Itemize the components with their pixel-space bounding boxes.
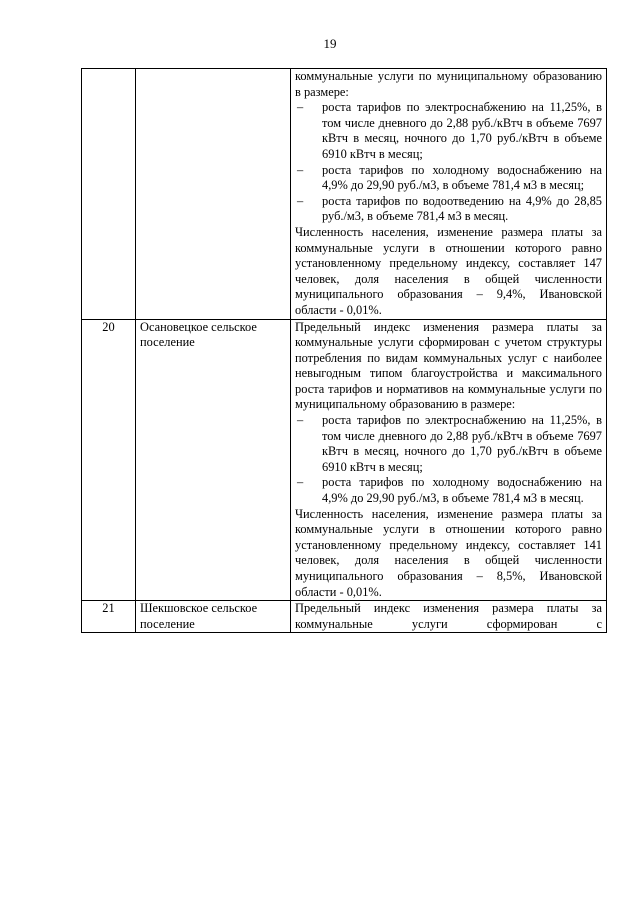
settlement-name: Шекшовское сельское поселение: [136, 601, 291, 633]
list-item-text: роста тарифов по электроснабжению на 11,25%, в том числе дневного до 2,88 руб./кВтч в объеме 7697 кВтч в месяц, ночного до 1,70 руб./кВтч в объеме 6910 кВтч в месяц;: [322, 100, 602, 161]
description-intro: коммунальные услуги по муниципальному образованию в размере:: [295, 69, 602, 99]
list-item: [295, 100, 602, 162]
tariff-table: [81, 68, 607, 633]
dash-marker: –: [297, 193, 304, 208]
dash-marker: –: [297, 475, 304, 490]
description-population: Численность населения, изменение размера платы за коммунальные услуги в отношении которого равно установленному предельному индексу, составляет 141 человек, доля населения в общей численности муниципального образования – 8,5%, Ивановской области - 0,01%.: [295, 506, 602, 599]
list-item-text: роста тарифов по холодному водоснабжению на 4,9% до 29,90 руб./м3, в объеме 781,4 м3 в месяц;: [322, 162, 602, 193]
row-number: 20: [82, 319, 136, 601]
settlement-name: [136, 69, 291, 320]
table-row: [82, 69, 607, 320]
row-description: [291, 319, 607, 601]
list-item: [295, 194, 602, 225]
settlement-name: Осановецкое сельское поселение: [136, 319, 291, 601]
dash-marker: –: [297, 162, 304, 177]
description-population: Численность населения, изменение размера платы за коммунальные услуги в отношении которого равно установленному предельному индексу, составляет 147 человек, доля населения в общей численности муниципального образования – 9,4%, Ивановской области - 0,01%.: [295, 224, 602, 317]
list-item: [295, 163, 602, 194]
list-item: [295, 413, 602, 475]
tariff-list: [295, 100, 602, 225]
table-row: [82, 319, 607, 601]
list-item-text: роста тарифов по холодному водоснабжению на 4,9% до 29,90 руб./м3, в объеме 781,4 м3 в месяц.: [322, 475, 602, 506]
row-description: [291, 69, 607, 320]
list-item-text: роста тарифов по водоотведению на 4,9% до 28,85 руб./м3, в объеме 781,4 м3 в месяц.: [322, 193, 602, 224]
table-row: [82, 601, 607, 633]
page-number: 19: [323, 36, 337, 51]
row-number: [82, 69, 136, 320]
list-item-text: роста тарифов по электроснабжению на 11,25%, в том числе дневного до 2,88 руб./кВтч в объеме 7697 кВтч в месяц, ночного до 1,70 руб./кВтч в объеме 6910 кВтч в месяц;: [322, 413, 602, 474]
description-intro: Предельный индекс изменения размера платы за коммунальные услуги сформирован с: [295, 601, 602, 631]
row-description: [291, 601, 607, 633]
dash-marker: –: [297, 100, 304, 115]
description-intro: Предельный индекс изменения размера платы за коммунальные услуги сформирован с учетом структуры потребления по видам коммунальных услуг с наиболее невыгодным типом благоустройства и максимального роста тарифов и нормативов на коммунальные услуги по муниципальному образованию в размере:: [295, 319, 602, 412]
tariff-list: [295, 413, 602, 507]
row-number: 21: [82, 601, 136, 633]
dash-marker: –: [297, 413, 304, 428]
list-item: [295, 475, 602, 506]
